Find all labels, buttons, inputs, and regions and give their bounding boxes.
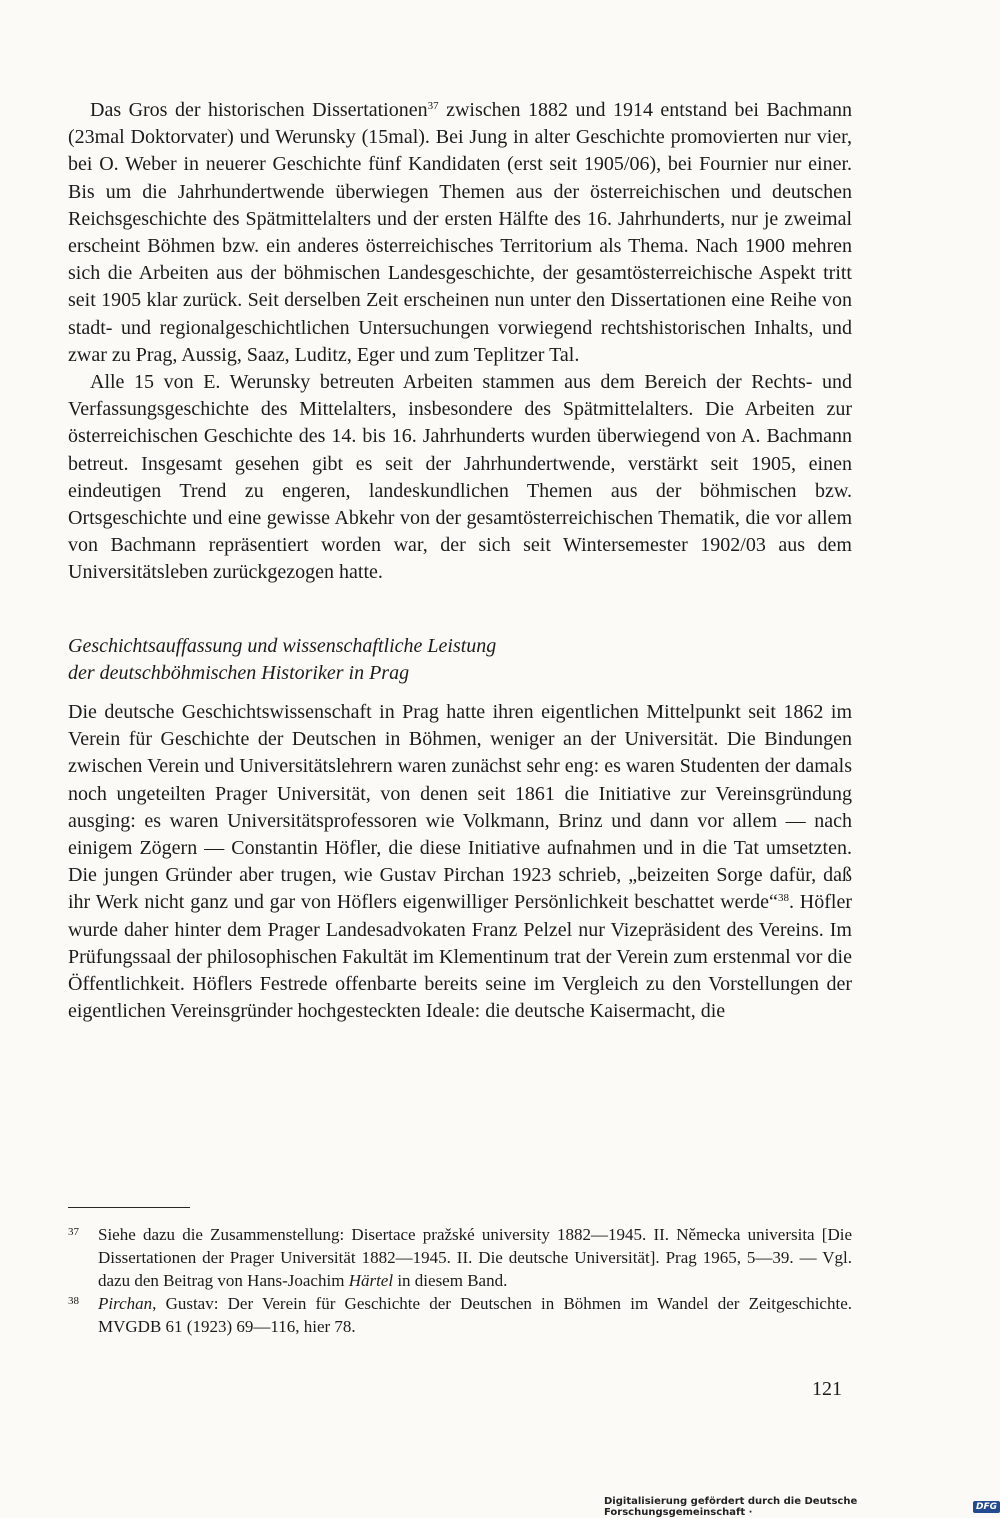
footnote-37-text-a: Siehe dazu die Zusammenstellung: Disertace pražské university 1882—1945. II. Německa universita [Die Dissertationen der Prager Universität 1882—1945. II. Die deutsche Universität]. Prag 1965, 5—39. — Vgl. dazu den Beitrag von Hans-Joachim [98,1225,852,1290]
footnote-divider [68,1207,190,1208]
footnote-37-text-b: in diesem Band. [393,1271,508,1290]
paragraph-3 [68,699,852,1025]
paragraph-1 [68,97,852,369]
paragraph-1-text-b: zwischen 1882 und 1914 entstand bei Bachmann (23mal Doktorvater) und Werunsky (15mal). Bei Jung in alter Geschichte promovierten nur vier, bei O. Weber in neuerer Geschichte fünf Kandidaten (erst seit 1905/06), bei Fournier nur einer. Bis um die Jahrhundertwende überwiegen Themen aus der österreichischen und deutschen Reichsgeschichte des Spätmittelalters und der ersten Hälfte des 16. Jahrhunderts, nur je zweimal erscheint Böhmen bzw. ein anderes österreichisches Territorium als Thema. Nach 1900 mehren sich die Arbeiten aus der böhmischen Landesgeschichte, der gesamtösterreichische Aspekt tritt seit 1905 klar zurück. Seit derselben Zeit erscheinen nun unter den Dissertationen eine Reihe von stadt- und regionalgeschichtlichen Untersuchungen vorwiegend rechtshistorischen Inhalts, und zwar zu Prag, Aussig, Saaz, Luditz, Eger und zum Teplitzer Tal. [68,99,852,366]
footnote-ref-38[interactable]: 38 [777,892,789,905]
digitization-credit [604,1496,1000,1518]
page-number: 121 [812,1378,842,1400]
paragraph-1-text-a: Das Gros der historischen Dissertationen [90,99,428,121]
paragraph-2: Alle 15 von E. Werunsky betreuten Arbeiten stammen aus dem Bereich der Rechts- und Verfassungsgeschichte des Mittelalters, insbesondere des Spätmittelalters. Die Arbeiten zur österreichischen Geschichte des 14. bis 16. Jahrhunderts wurden überwiegend von A. Bachmann betreut. Insgesamt gesehen gibt es seit der Jahrhundertwende, verstärkt seit 1905, einen eindeutigen Trend zu engeren, landeskundlichen Themen aus der böhmischen bzw. Ortsgeschichte und eine gewisse Abkehr von der gesamtösterreichischen Thematik, die vor allem von Bachmann repräsentiert worden war, der sich seit Wintersemester 1902/03 aus dem Universitätsleben zurückgezogen hatte. [68,371,852,584]
footnote-number: 38 [68,1295,79,1307]
credit-text: Digitalisierung gefördert durch die Deutsche Forschungsgemeinschaft · [604,1496,858,1518]
dfg-logo-icon: DFG [973,1501,1000,1513]
footnote-number: 37 [68,1226,79,1238]
main-text [68,97,852,1026]
section-heading-line-2: der deutschböhmischen Historiker in Prag [68,661,410,684]
footnote-37-author: Härtel [348,1271,394,1290]
footnote-ref-37[interactable]: 37 [427,100,439,112]
footnote-38-author: Pirchan [98,1294,153,1313]
footnote-38-text: , Gustav: Der Verein für Geschichte der Deutschen in Böhmen im Wandel der Zeitgeschichte. MVGDB 61 (1923) 69—116, hier 78. [98,1294,852,1336]
footnote-37 [68,1223,852,1292]
footnotes [68,1223,852,1338]
paragraph-3-text-a: Die deutsche Geschichtswissenschaft in Prag hatte ihren eigentlichen Mittelpunkt seit 1862 im Verein für Geschichte der Deutschen in Böhmen, weniger an der Universität. Die Bindungen zwischen Verein und Universitätslehrern waren zunächst sehr eng: es waren Studenten der damals noch ungeteilten Prager Universität, von denen seit 1861 die Initiative zur Vereinsgründung ausging: es waren Universitätsprofessoren wie Volkmann, Brinz und dann vor allem — nach einigem Zögern — Constantin Höfler, die diese Initiative aufnahmen und in die Tat umsetzten. Die jungen Gründer aber trugen, wie Gustav Pirchan 1923 schrieb, „beizeiten Sorge dafür, daß ihr Werk nicht ganz und gar von Höflers eigenwilliger Persönlichkeit beschattet werde“ [68,701,852,914]
paragraph-3-text-b: . Höfler wurde daher hinter dem Prager Landesadvokaten Franz Pelzel nur Vizepräsident des Vereins. Im Prüfungssaal der philosophischen Fakultät im Klementinum trat der Verein zum erstenmal vor die Öffentlichkeit. Höflers Festrede offenbarte bereits seine im Vergleich zu den Vorstellungen der eigentlichen Vereinsgründer hochgesteckten Ideale: die deutsche Kaisermacht, die [68,891,852,1023]
section-heading [68,633,852,687]
footnote-38 [68,1292,852,1338]
section-heading-line-1: Geschichtsauffassung und wissenschaftliche Leistung [68,634,497,657]
